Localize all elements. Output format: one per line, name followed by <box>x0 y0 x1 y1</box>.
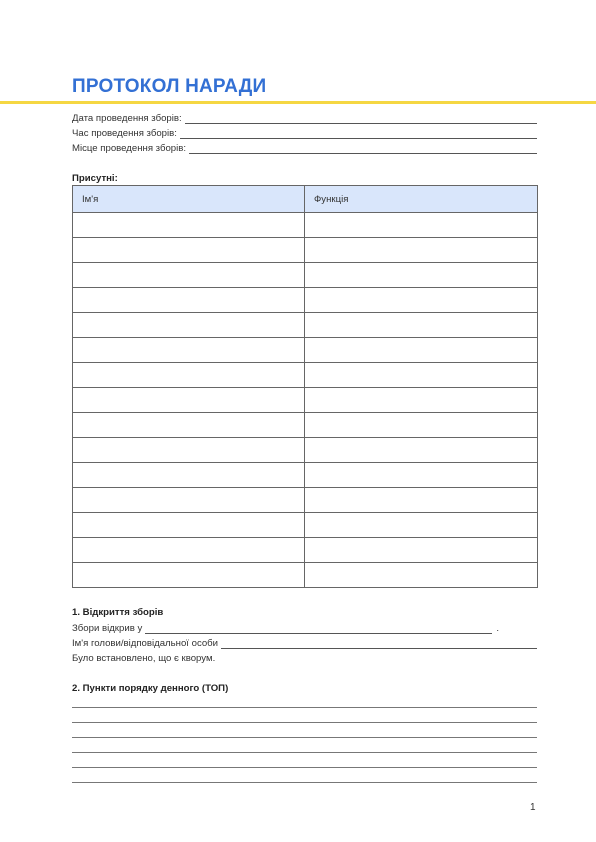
page-number: 1 <box>530 802 536 813</box>
section1-heading: 1. Відкриття зборів <box>72 607 164 618</box>
attendee-function-cell[interactable] <box>305 213 538 238</box>
table-row <box>73 238 538 263</box>
meta-field-time[interactable] <box>72 126 537 140</box>
attendee-function-cell[interactable] <box>305 488 538 513</box>
opened-by-suffix: . <box>496 623 499 634</box>
attendee-name-cell[interactable] <box>73 213 305 238</box>
agenda-blank-line[interactable] <box>72 707 537 708</box>
meta-field-label: Місце проведення зборів: <box>72 143 187 154</box>
agenda-blank-line[interactable] <box>72 752 537 753</box>
attendee-function-cell[interactable] <box>305 263 538 288</box>
attendees-header-row <box>73 186 538 213</box>
title-underline <box>0 101 596 104</box>
meta-field-blank[interactable] <box>180 129 537 139</box>
attendee-function-cell[interactable] <box>305 413 538 438</box>
table-row <box>73 213 538 238</box>
opened-by-label: Збори відкрив у <box>72 623 143 634</box>
table-row <box>73 513 538 538</box>
attendee-function-cell[interactable] <box>305 238 538 263</box>
attendee-name-cell[interactable] <box>73 263 305 288</box>
chair-field[interactable] <box>72 636 537 650</box>
quorum-text: Було встановлено, що є кворум. <box>72 653 216 664</box>
table-row <box>73 538 538 563</box>
attendee-function-cell[interactable] <box>305 313 538 338</box>
attendee-function-cell[interactable] <box>305 388 538 413</box>
chair-blank[interactable] <box>221 639 537 649</box>
table-row <box>73 313 538 338</box>
attendee-name-cell[interactable] <box>73 338 305 363</box>
attendee-name-cell[interactable] <box>73 238 305 263</box>
attendee-function-cell[interactable] <box>305 513 538 538</box>
agenda-blank-line[interactable] <box>72 767 537 768</box>
document-title: ПРОТОКОЛ НАРАДИ <box>72 76 267 97</box>
attendee-function-cell[interactable] <box>305 438 538 463</box>
meta-field-label: Дата проведення зборів: <box>72 113 182 124</box>
opened-by-field[interactable] <box>72 621 502 635</box>
meta-field-blank[interactable] <box>185 114 537 124</box>
table-row <box>73 488 538 513</box>
column-header-name: Ім'я <box>73 186 305 213</box>
section2-heading: 2. Пункти порядку денного (ТОП) <box>72 683 229 694</box>
attendee-name-cell[interactable] <box>73 463 305 488</box>
attendee-name-cell[interactable] <box>73 388 305 413</box>
table-row <box>73 338 538 363</box>
attendees-label: Присутні: <box>72 173 118 184</box>
attendee-function-cell[interactable] <box>305 563 538 588</box>
attendee-function-cell[interactable] <box>305 363 538 388</box>
attendee-function-cell[interactable] <box>305 538 538 563</box>
attendee-name-cell[interactable] <box>73 563 305 588</box>
column-header-function: Функція <box>305 186 538 213</box>
attendee-name-cell[interactable] <box>73 538 305 563</box>
attendees-table <box>72 185 538 588</box>
agenda-blank-line[interactable] <box>72 722 537 723</box>
table-row <box>73 288 538 313</box>
agenda-blank-line[interactable] <box>72 782 537 783</box>
attendee-name-cell[interactable] <box>73 313 305 338</box>
agenda-blank-line[interactable] <box>72 737 537 738</box>
attendee-name-cell[interactable] <box>73 513 305 538</box>
meta-field-date[interactable] <box>72 111 537 125</box>
attendee-name-cell[interactable] <box>73 438 305 463</box>
table-row <box>73 563 538 588</box>
opened-by-blank[interactable] <box>145 624 492 634</box>
meta-field-label: Час проведення зборів: <box>72 128 177 139</box>
attendee-function-cell[interactable] <box>305 338 538 363</box>
table-row <box>73 388 538 413</box>
attendee-name-cell[interactable] <box>73 288 305 313</box>
attendee-name-cell[interactable] <box>73 488 305 513</box>
attendee-name-cell[interactable] <box>73 363 305 388</box>
attendee-function-cell[interactable] <box>305 463 538 488</box>
chair-label: Ім'я голови/відповідальної особи <box>72 638 219 649</box>
table-row <box>73 363 538 388</box>
attendee-function-cell[interactable] <box>305 288 538 313</box>
table-row <box>73 413 538 438</box>
meta-field-place[interactable] <box>72 141 537 155</box>
table-row <box>73 438 538 463</box>
table-row <box>73 263 538 288</box>
attendee-name-cell[interactable] <box>73 413 305 438</box>
table-row <box>73 463 538 488</box>
meta-field-blank[interactable] <box>189 144 537 154</box>
